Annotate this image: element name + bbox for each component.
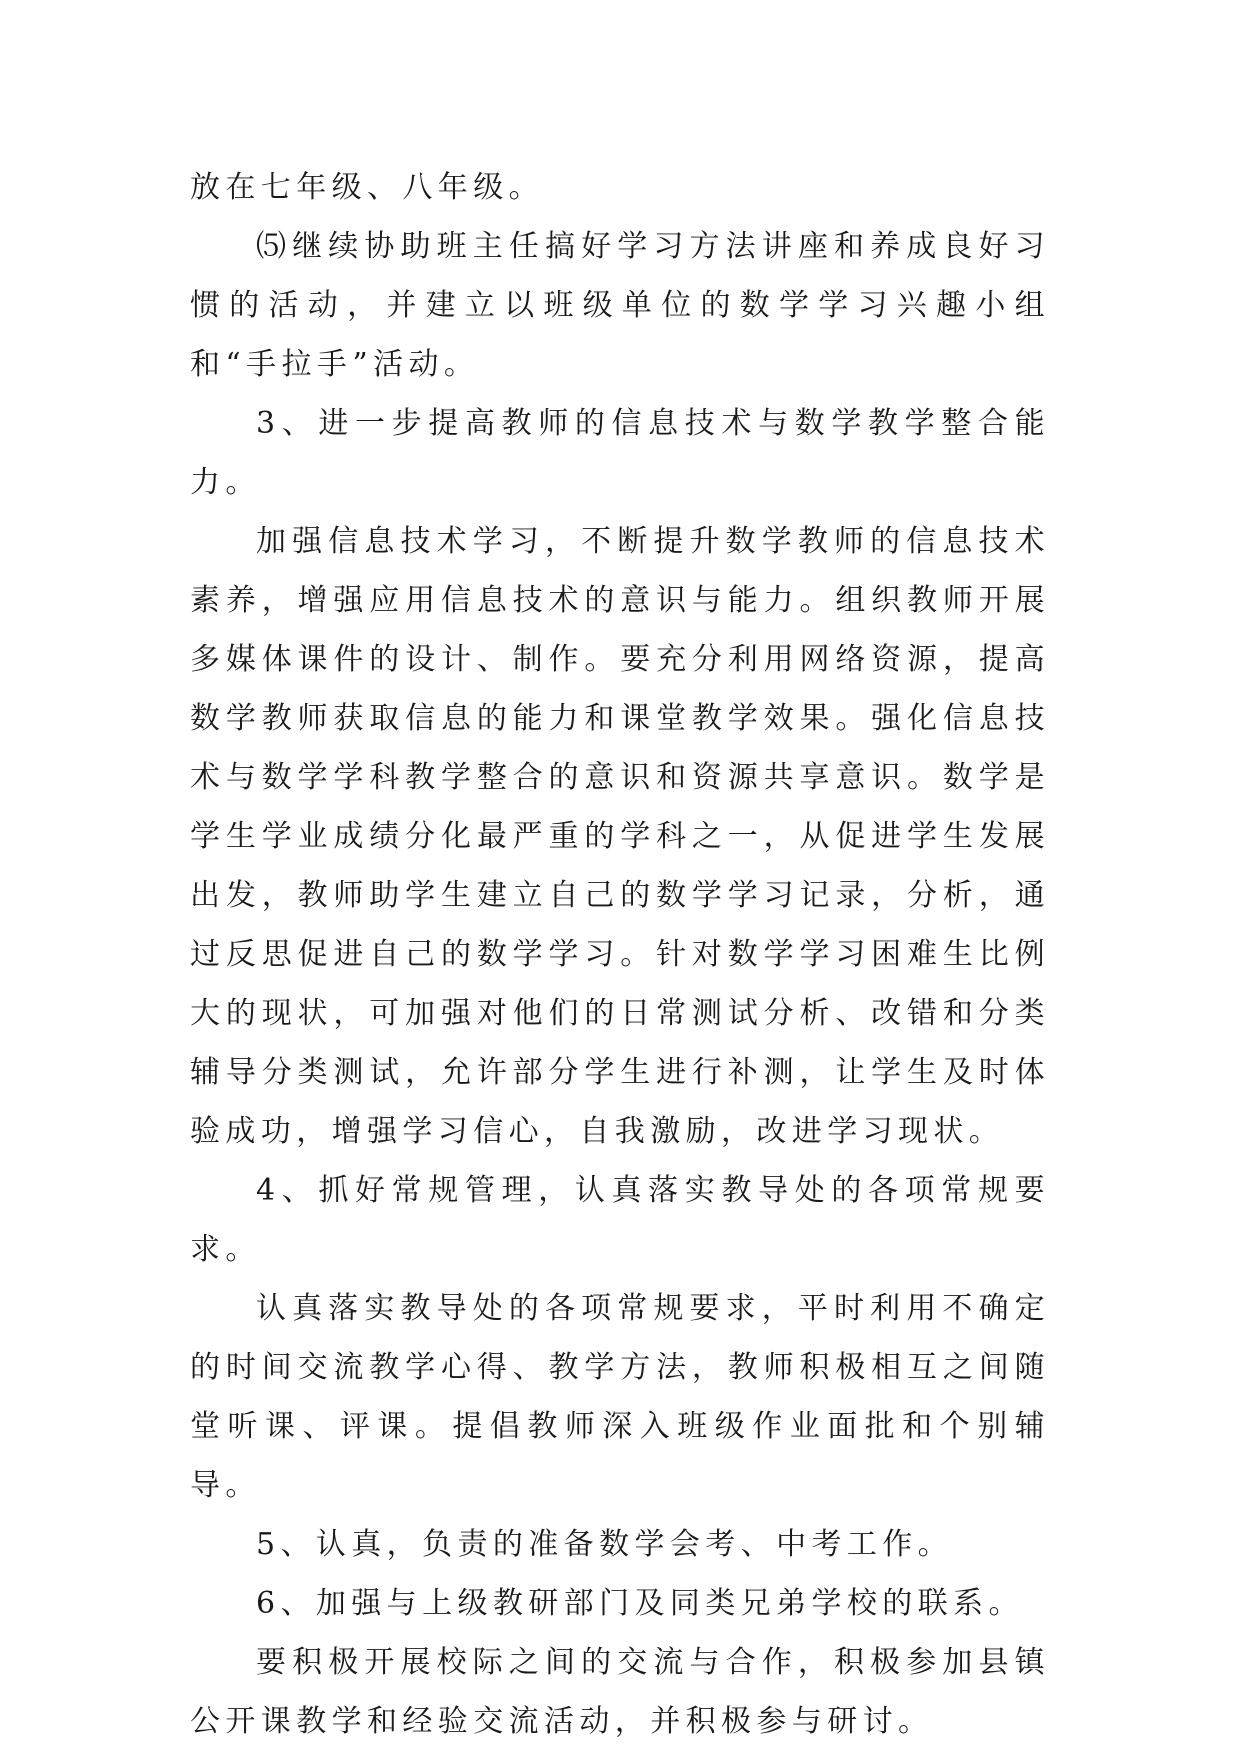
- heading-item-3: 3、进一步提高教师的信息技术与数学教学整合能力。: [190, 406, 1050, 500]
- paragraph-continuation: 放在七年级、八年级。: [190, 170, 544, 205]
- paragraph-exchange-cooperation: 要积极开展校际之间的交流与合作，积极参加县镇公开课教学和经验交流活动，并积极参与研讨。: [190, 1645, 1050, 1739]
- heading-item-5: 5、认真，负责的准备数学会考、中考工作。: [256, 1527, 954, 1562]
- paragraph-it-integration: 加强信息技术学习，不断提升数学教师的信息技术素养，增强应用信息技术的意识与能力。组织教师开展多媒体课件的设计、制作。要充分利用网络资源，提高数学教师获取信息的能力和课堂教学效果。强化信息技术与数学学科教学整合的意识和资源共享意识。数学是学生学业成绩分化最严重的学科之一，从促进学生发展出发，教师助学生建立自己的数学学习记录，分析，通过反思促进自己的数学学习。针对数学学习困难生比例大的现状，可加强对他们的日常测试分析、改错和分类辅导分类测试，允许部分学生进行补测，让学生及时体验成功，增强学习信心，自我激励，改进学习现状。: [190, 524, 1050, 1149]
- paragraph-item-5: ⑸继续协助班主任搞好学习方法讲座和养成良好习惯的活动，并建立以班级单位的数学学习兴趣小组和“手拉手”活动。: [190, 229, 1050, 382]
- document-body: [190, 158, 1050, 1751]
- heading-item-6: 6、加强与上级教研部门及同类兄弟学校的联系。: [256, 1586, 1024, 1621]
- paragraph-routine-management: 认真落实教导处的各项常规要求，平时利用不确定的时间交流教学心得、教学方法，教师积极相互之间随堂听课、评课。提倡教师深入班级作业面批和个别辅导。: [190, 1291, 1050, 1503]
- heading-item-4: 4、抓好常规管理，认真落实教导处的各项常规要求。: [190, 1173, 1050, 1267]
